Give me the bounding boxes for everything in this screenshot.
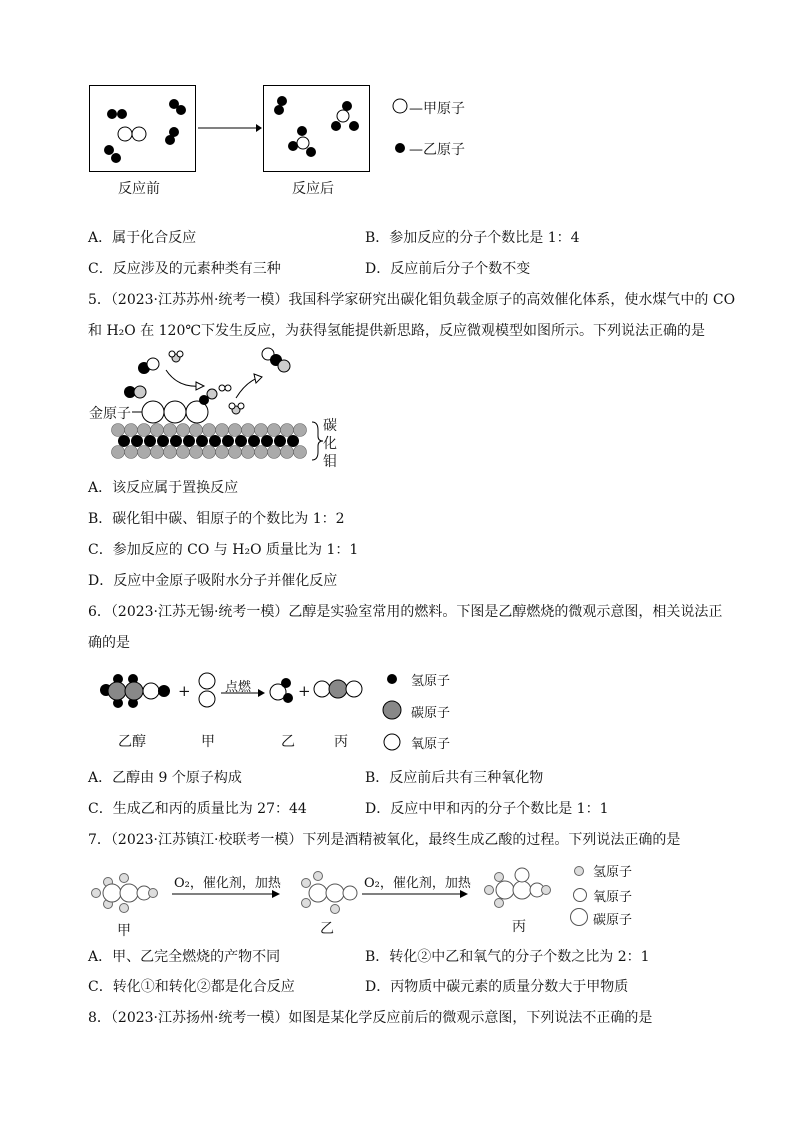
q4-before-box xyxy=(89,85,197,172)
q6-plus-2: + xyxy=(298,682,311,700)
q6-name-bing: 丙 xyxy=(334,734,348,750)
q7-option-a: A．甲、乙完全燃烧的产物不同 xyxy=(88,949,281,965)
white-atom-icon xyxy=(392,98,408,114)
q7-legend-c: 碳原子 xyxy=(593,913,633,928)
hydrogen-atom-icon xyxy=(386,673,398,685)
q6-co2-molecule xyxy=(313,679,363,699)
q6-name-yi: 乙 xyxy=(281,734,295,750)
q4-legend-b: —乙原子 xyxy=(409,142,465,158)
q6-legend-c: 碳原子 xyxy=(411,706,451,721)
q4-option-c: C．反应涉及的元素种类有三种 xyxy=(88,261,281,277)
q5-label-mo-2: 化 xyxy=(323,436,337,452)
q5-option-a: A．该反应属于置换反应 xyxy=(88,480,239,496)
q4-option-a: A．属于化合反应 xyxy=(88,230,197,246)
q7-arrow2 xyxy=(362,889,468,899)
q6-name-ethanol: 乙醇 xyxy=(118,734,146,750)
q7-name-bing: 丙 xyxy=(512,919,526,935)
carbon-atom-icon xyxy=(382,700,402,720)
q7-arrow1-label: O₂，催化剂，加热 xyxy=(174,876,281,891)
q6-arrow xyxy=(221,688,265,698)
q4-after-box xyxy=(263,85,371,172)
q4-option-d: D．反应前后分子个数不变 xyxy=(365,261,531,277)
q4-legend-a: —甲原子 xyxy=(409,101,465,117)
q7-legend-o: 氧原子 xyxy=(593,890,633,905)
q6-plus-1: + xyxy=(178,682,191,700)
q6-option-c: C．生成乙和丙的质量比为 27：44 xyxy=(88,801,307,817)
q4-caption-before: 反应前 xyxy=(118,181,160,197)
q7-arrow2-label: O₂，催化剂，加热 xyxy=(364,876,471,891)
q6-stem-line1: 6．（2023·江苏无锡·统考一模）乙醇是实验室常用的燃料。下图是乙醇燃烧的微观示意图，相关说法正 xyxy=(88,604,723,620)
q7-name-yi: 乙 xyxy=(320,921,334,937)
q6-legend-o: 氧原子 xyxy=(411,737,451,752)
oxygen-atom-icon xyxy=(383,733,401,751)
q6-arrow-label: 点燃 xyxy=(225,680,252,695)
hydrogen-atom-icon xyxy=(573,865,585,877)
q6-oxygen-molecule xyxy=(197,672,217,708)
q6-water-molecule xyxy=(268,676,296,706)
q6-name-jia: 甲 xyxy=(201,734,215,750)
q7-option-b: B．转化②中乙和氧气的分子个数之比为 2：1 xyxy=(365,949,650,965)
q4-arrow xyxy=(198,123,262,133)
q7-option-c: C．转化①和转化②都是化合反应 xyxy=(88,979,295,995)
q5-label-mo-1: 碳 xyxy=(323,418,337,434)
q7-stem: 7．（2023·江苏镇江·校联考一模）下列是酒精被氧化，最终生成乙酸的过程。下列说法正确的是 xyxy=(88,832,681,848)
q4-caption-after: 反应后 xyxy=(292,181,334,197)
q8-stem: 8．（2023·江苏扬州·统考一模）如图是某化学反应前后的微观示意图，下列说法不正确的是 xyxy=(88,1010,653,1026)
q7-legend-h: 氢原子 xyxy=(593,865,633,880)
q6-option-a: A．乙醇由 9 个原子构成 xyxy=(88,770,242,786)
q5-stem-line1: 5．（2023·江苏苏州·统考一模）我国科学家研究出碳化钼负载金原子的高效催化体系，使水煤气中的 CO xyxy=(88,292,736,308)
q6-ethanol-molecule xyxy=(96,672,176,712)
q5-option-d: D．反应中金原子吸附水分子并催化反应 xyxy=(88,573,338,589)
q6-legend-h: 氢原子 xyxy=(411,674,451,689)
black-atom-icon xyxy=(394,142,406,154)
carbon-atom-icon xyxy=(569,907,589,927)
q4-option-b: B．参加反应的分子个数比是 1：4 xyxy=(365,230,580,246)
q5-label-gold: 金原子 xyxy=(89,406,131,422)
q6-option-b: B．反应前后共有三种氧化物 xyxy=(365,770,544,786)
q5-option-c: C．参加反应的 CO 与 H₂O 质量比为 1：1 xyxy=(88,542,359,558)
q6-option-d: D．反应中甲和丙的分子个数比是 1：1 xyxy=(365,801,609,817)
q5-catalyst-diagram xyxy=(108,346,313,464)
q6-stem-line2: 确的是 xyxy=(88,635,130,651)
q7-molecule-bing xyxy=(483,866,551,914)
oxygen-atom-icon xyxy=(572,887,588,903)
q5-option-b: B．碳化钼中碳、钼原子的个数比为 1：2 xyxy=(88,511,345,527)
q5-label-mo-3: 钼 xyxy=(323,454,337,470)
q7-molecule-yi xyxy=(298,870,358,916)
q7-name-jia: 甲 xyxy=(117,923,131,939)
q7-arrow1 xyxy=(172,889,280,899)
q7-molecule-jia xyxy=(90,870,158,916)
q7-option-d: D．丙物质中碳元素的质量分数大于甲物质 xyxy=(365,979,629,995)
q5-stem-line2: 和 H₂O 在 120℃下发生反应，为获得氢能提供新思路，反应微观模型如图所示。下列说法正确的是 xyxy=(88,323,706,339)
